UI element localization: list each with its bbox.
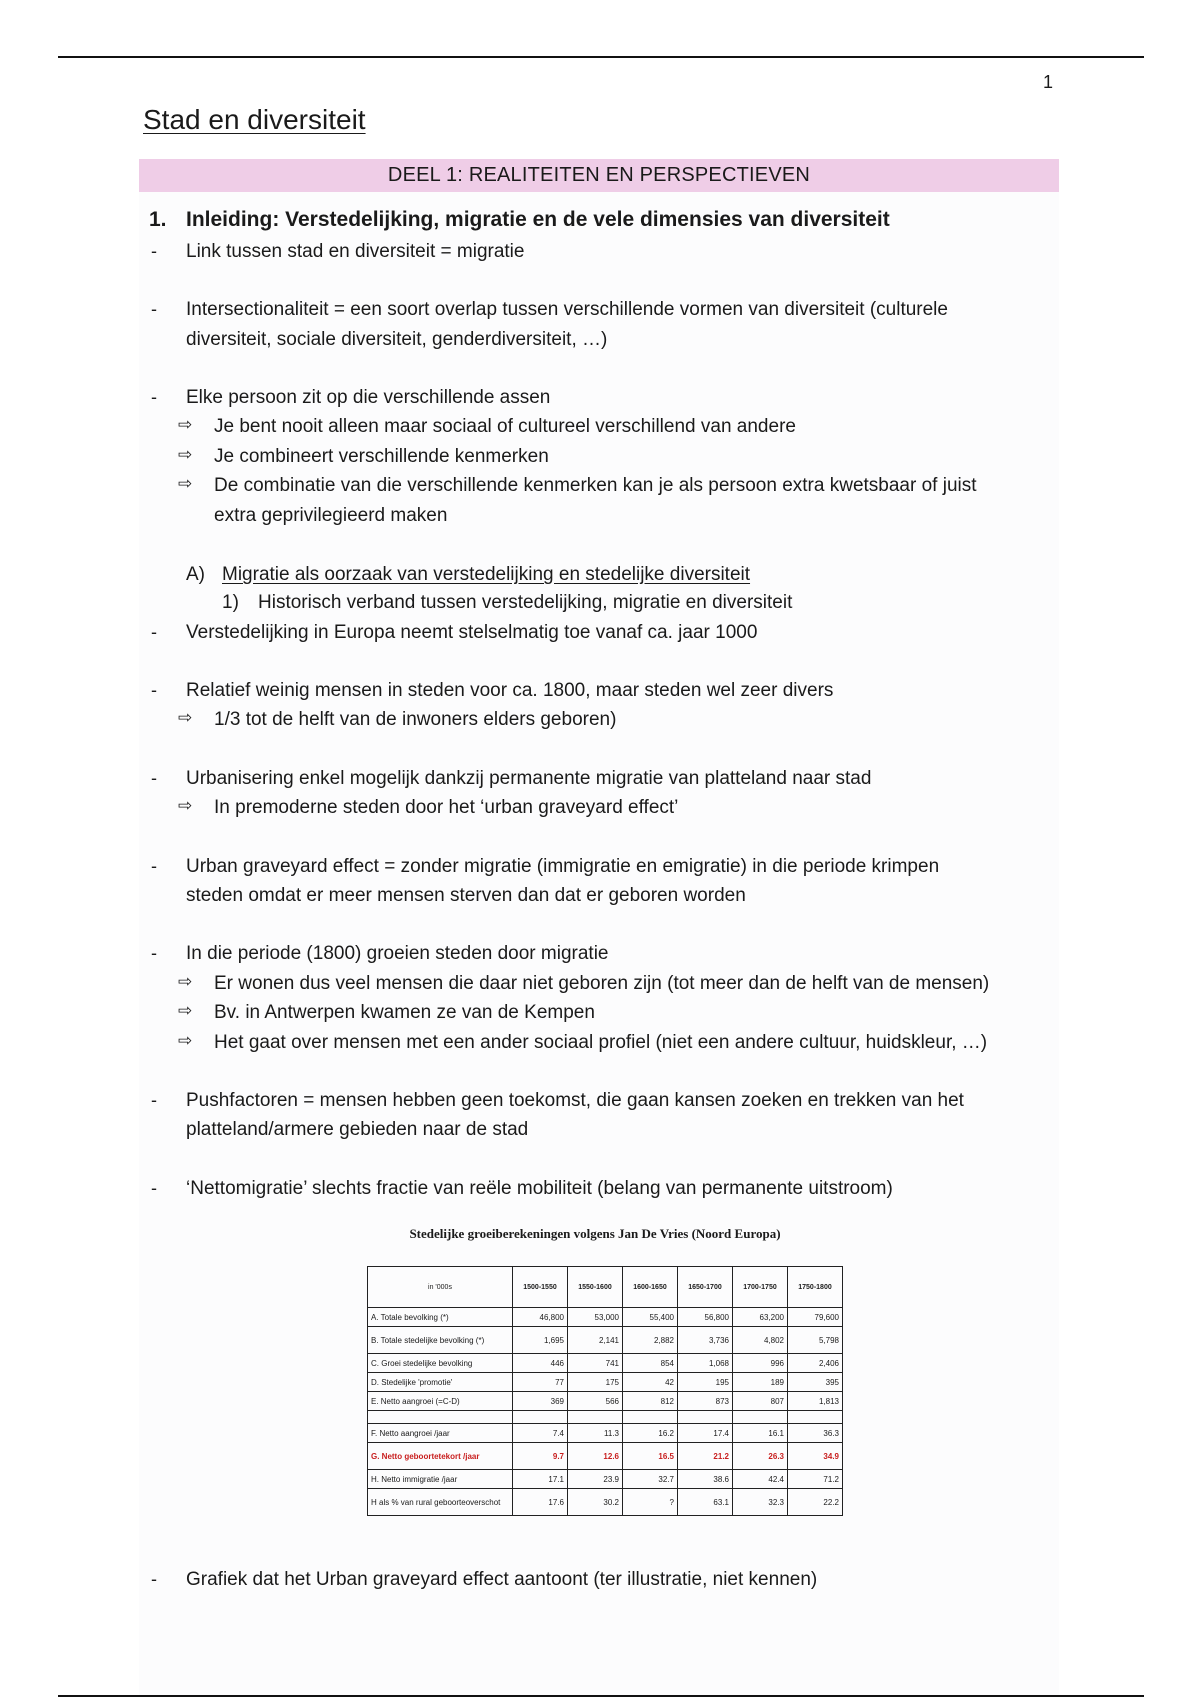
document-title: Stad en diversiteit [143, 104, 366, 135]
row-label: B. Totale stedelijke bevolking (*) [368, 1327, 513, 1354]
table-cell: 17.1 [513, 1470, 568, 1489]
page-number: 1 [1043, 72, 1054, 92]
bullet-dash: - [151, 1090, 157, 1110]
table-cell: 42.4 [733, 1470, 788, 1489]
bullet-dash: - [151, 299, 157, 319]
table-cell: 446 [513, 1354, 568, 1373]
table-cell: 189 [733, 1373, 788, 1392]
table-cell: 55,400 [623, 1308, 678, 1327]
growth-table [367, 1266, 843, 1516]
row-label: C. Groei stedelijke bevolking [368, 1354, 513, 1373]
table-cell: 79,600 [788, 1308, 843, 1327]
table-cell: 42 [623, 1373, 678, 1392]
bullet-dash: - [151, 680, 157, 700]
table-cell: 566 [568, 1392, 623, 1411]
table-cell: 11.3 [568, 1424, 623, 1443]
table-cell: 812 [623, 1392, 678, 1411]
table-cell: 195 [678, 1373, 733, 1392]
table-cell: 16.5 [623, 1443, 678, 1470]
table-cell: 2,406 [788, 1354, 843, 1373]
table-cell: 46,800 [513, 1308, 568, 1327]
arrow-right-icon: ⇨ [178, 796, 193, 815]
table-row [368, 1470, 843, 1489]
section-title: Inleiding: Verstedelijking, migratie en de vele dimensies van diversiteit [186, 208, 890, 231]
top-rule [58, 56, 1144, 58]
column-header: 1600-1650 [623, 1267, 678, 1308]
table-cell: 53,000 [568, 1308, 623, 1327]
arrow-right-icon: ⇨ [178, 445, 193, 464]
arrow-right-icon: ⇨ [178, 415, 193, 434]
table-cell: 23.9 [568, 1470, 623, 1489]
table-cell: 2,882 [623, 1327, 678, 1354]
row-label: H. Netto immigratie /jaar [368, 1470, 513, 1489]
table-spacer-row [368, 1411, 843, 1424]
table-cell: 34.9 [788, 1443, 843, 1470]
list-item: Elke persoon zit op die verschillende assen [186, 387, 551, 408]
arrow-right-icon: ⇨ [178, 1001, 193, 1020]
table-cell: 17.4 [678, 1424, 733, 1443]
row-label: G. Netto geboortetekort /jaar [368, 1443, 513, 1470]
table-cell: 1,695 [513, 1327, 568, 1354]
table-row [368, 1489, 843, 1516]
table-cell: 71.2 [788, 1470, 843, 1489]
table-row [368, 1308, 843, 1327]
bullet-dash: - [151, 943, 157, 963]
table-row-highlighted [368, 1443, 843, 1470]
row-label: H als % van rural geboorteoverschot [368, 1489, 513, 1516]
table-cell: 77 [513, 1373, 568, 1392]
bullet-dash: - [151, 856, 157, 876]
table-cell: 1,813 [788, 1392, 843, 1411]
arrow-right-icon: ⇨ [178, 708, 193, 727]
list-item-continued: steden omdat er meer mensen sterven dan dat er geboren worden [186, 885, 746, 906]
list-item-continued: diversiteit, sociale diversiteit, genderdiversiteit, …) [186, 329, 608, 350]
column-header: 1500-1550 [513, 1267, 568, 1308]
table-cell: 741 [568, 1354, 623, 1373]
part-heading: DEEL 1: REALITEITEN EN PERSPECTIEVEN [139, 159, 1059, 192]
table-row [368, 1327, 843, 1354]
subsubheading-title: Historisch verband tussen verstedelijking, migratie en diversiteit [258, 592, 793, 613]
bullet-dash: - [151, 1178, 157, 1198]
list-item: In die periode (1800) groeien steden door migratie [186, 943, 609, 964]
column-header: 1650-1700 [678, 1267, 733, 1308]
bullet-dash: - [151, 768, 157, 788]
table-cell: 26.3 [733, 1443, 788, 1470]
table-cell: 63,200 [733, 1308, 788, 1327]
list-item: ‘Nettomigratie’ slechts fractie van reële mobiliteit (belang van permanente uitstroom) [186, 1178, 893, 1199]
sub-item: Er wonen dus veel mensen die daar niet geboren zijn (tot meer dan de helft van de mensen) [214, 973, 990, 994]
table-cell: ? [623, 1489, 678, 1516]
sub-item: Bv. in Antwerpen kwamen ze van de Kempen [214, 1002, 595, 1023]
table-cell: 807 [733, 1392, 788, 1411]
sub-item: Je bent nooit alleen maar sociaal of cultureel verschillend van andere [214, 416, 796, 437]
list-item: Verstedelijking in Europa neemt stelselmatig toe vanaf ca. jaar 1000 [186, 622, 758, 643]
table-cell: 32.7 [623, 1470, 678, 1489]
sub-item: Het gaat over mensen met een ander sociaal profiel (niet een andere cultuur, huidskleur, …) [214, 1032, 988, 1053]
table-cell: 17.6 [513, 1489, 568, 1516]
table-cell: 1,068 [678, 1354, 733, 1373]
sub-item: De combinatie van die verschillende kenmerken kan je als persoon extra kwetsbaar of juist [214, 475, 977, 496]
list-item: Urbanisering enkel mogelijk dankzij permanente migratie van platteland naar stad [186, 768, 872, 789]
arrow-right-icon: ⇨ [178, 972, 193, 991]
section-number: 1. [149, 208, 167, 231]
table-cell: 16.2 [623, 1424, 678, 1443]
column-header: 1700-1750 [733, 1267, 788, 1308]
row-label: E. Netto aangroei (=C-D) [368, 1392, 513, 1411]
subheading-title: Migratie als oorzaak van verstedelijking en stedelijke diversiteit [222, 564, 751, 585]
table-cell: 30.2 [568, 1489, 623, 1516]
sub-item: 1/3 tot de helft van de inwoners elders geboren) [214, 709, 617, 730]
table-cell: 2,141 [568, 1327, 623, 1354]
table-row [368, 1392, 843, 1411]
table-cell: 7.4 [513, 1424, 568, 1443]
table-cell: 63.1 [678, 1489, 733, 1516]
table-cell: 369 [513, 1392, 568, 1411]
table-row [368, 1354, 843, 1373]
row-label: D. Stedelijke 'promotie' [368, 1373, 513, 1392]
table-header-row [368, 1267, 843, 1308]
table-cell: 56,800 [678, 1308, 733, 1327]
table-cell: 5,798 [788, 1327, 843, 1354]
bullet-dash: - [151, 241, 157, 261]
arrow-right-icon: ⇨ [178, 1031, 193, 1050]
arrow-right-icon: ⇨ [178, 474, 193, 493]
subheading-label: A) [186, 564, 205, 585]
table-cell: 9.7 [513, 1443, 568, 1470]
column-header: 1750-1800 [788, 1267, 843, 1308]
row-label: F. Netto aangroei /jaar [368, 1424, 513, 1443]
list-item: Pushfactoren = mensen hebben geen toekomst, die gaan kansen zoeken en trekken van het [186, 1090, 964, 1111]
table-cell: 12.6 [568, 1443, 623, 1470]
table-caption: Stedelijke groeiberekeningen volgens Jan De Vries (Noord Europa) [409, 1226, 781, 1241]
table-cell: 395 [788, 1373, 843, 1392]
subsubheading-label: 1) [222, 592, 239, 613]
table-cell: 854 [623, 1354, 678, 1373]
bullet-dash: - [151, 1569, 157, 1589]
list-item-continued: platteland/armere gebieden naar de stad [186, 1119, 529, 1140]
table-cell: 3,736 [678, 1327, 733, 1354]
bullet-dash: - [151, 387, 157, 407]
table-row [368, 1373, 843, 1392]
bullet-dash: - [151, 622, 157, 642]
table-unit-label: in '000s [368, 1267, 513, 1308]
table-cell: 4,802 [733, 1327, 788, 1354]
row-label: A. Totale bevolking (*) [368, 1308, 513, 1327]
table-cell: 21.2 [678, 1443, 733, 1470]
table-cell: 996 [733, 1354, 788, 1373]
table-cell: 873 [678, 1392, 733, 1411]
table-row [368, 1424, 843, 1443]
list-item: Grafiek dat het Urban graveyard effect aantoont (ter illustratie, niet kennen) [186, 1569, 818, 1590]
table-cell: 16.1 [733, 1424, 788, 1443]
table-cell: 22.2 [788, 1489, 843, 1516]
bottom-rule [58, 1695, 1144, 1697]
list-item: Relatief weinig mensen in steden voor ca. 1800, maar steden wel zeer divers [186, 680, 834, 701]
table-cell: 38.6 [678, 1470, 733, 1489]
list-item: Link tussen stad en diversiteit = migratie [186, 241, 525, 262]
sub-item: In premoderne steden door het ‘urban graveyard effect’ [214, 797, 679, 818]
sub-item: Je combineert verschillende kenmerken [214, 446, 549, 467]
list-item: Intersectionaliteit = een soort overlap tussen verschillende vormen van diversiteit (culturele [186, 299, 948, 320]
table-cell: 32.3 [733, 1489, 788, 1516]
table-cell: 36.3 [788, 1424, 843, 1443]
table-cell: 175 [568, 1373, 623, 1392]
sub-item-continued: extra geprivilegieerd maken [214, 505, 448, 526]
column-header: 1550-1600 [568, 1267, 623, 1308]
list-item: Urban graveyard effect = zonder migratie (immigratie en emigratie) in die periode krimpen [186, 856, 940, 877]
